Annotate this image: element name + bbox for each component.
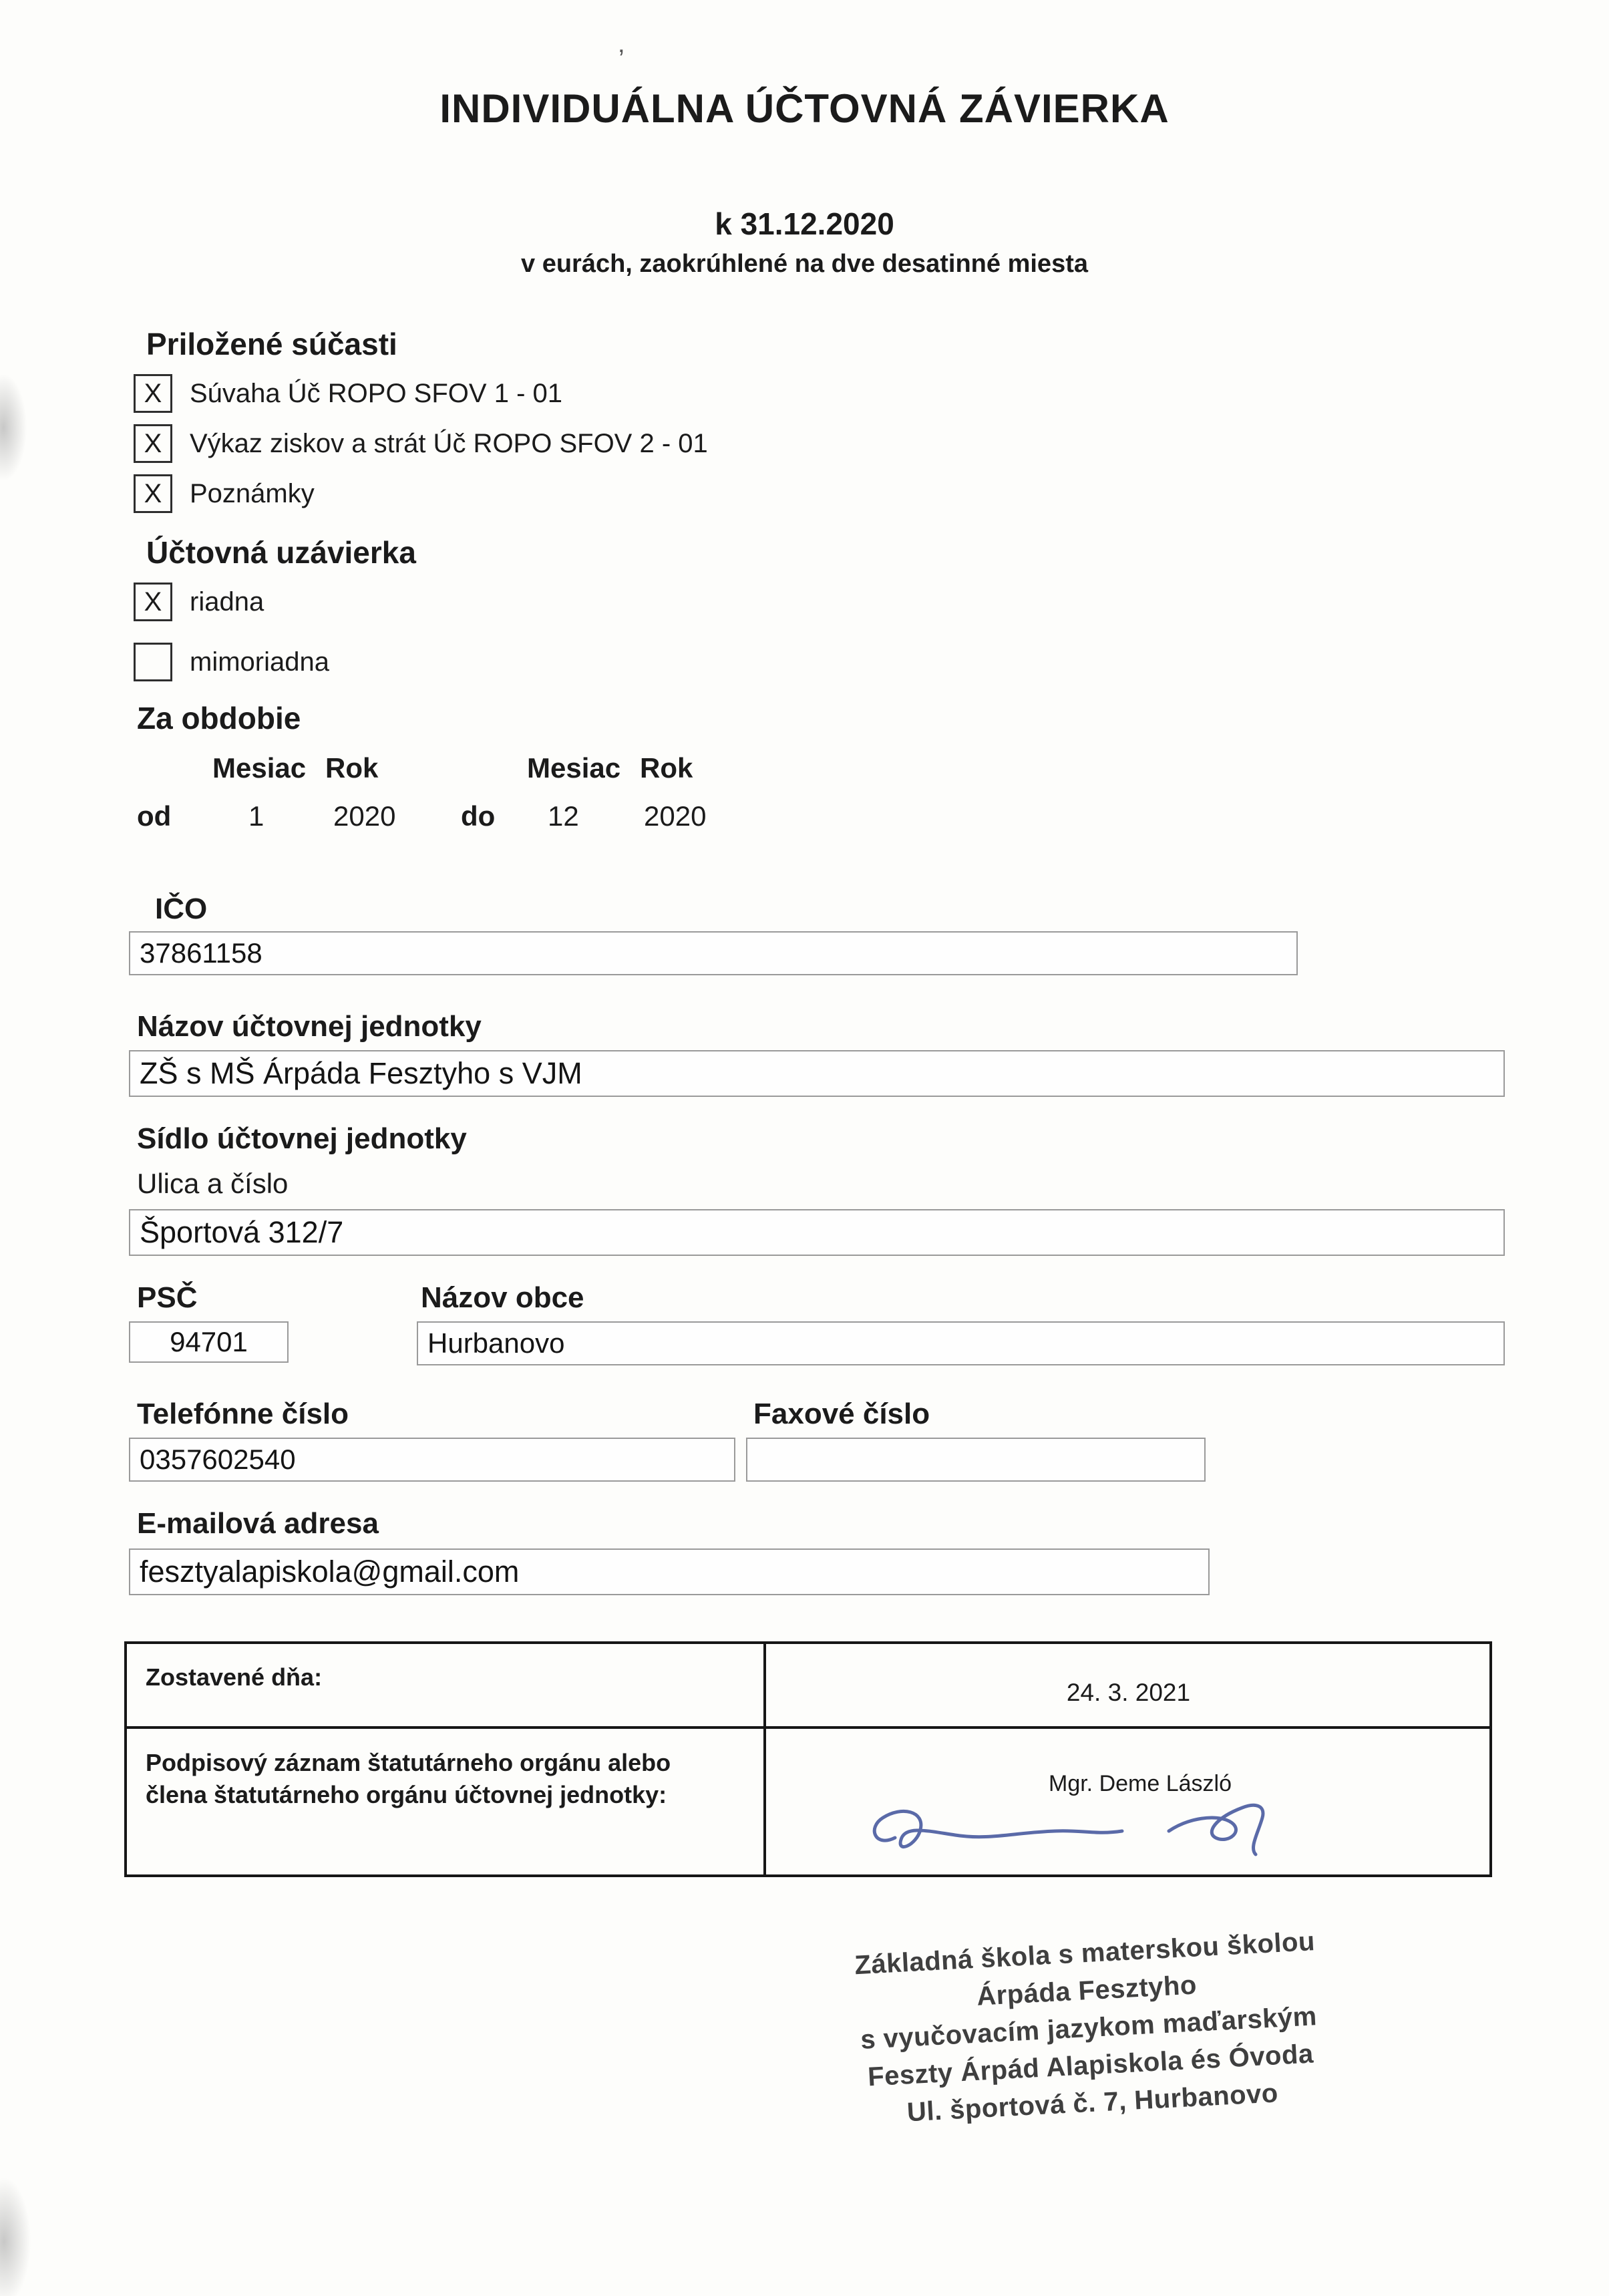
- fax-label: Faxové číslo: [753, 1398, 930, 1430]
- table-divider: [127, 1726, 1489, 1729]
- scan-smudge: [0, 2178, 31, 2296]
- school-stamp: [763, 1918, 1413, 2138]
- signature-label: Podpisový záznam štatutárneho orgánu alebo člena štatutárneho orgánu účtovnej jednotky:: [146, 1749, 671, 1808]
- town-label: Názov obce: [421, 1281, 584, 1314]
- form-title: INDIVIDUÁLNA ÚČTOVNÁ ZÁVIERKA: [439, 86, 1170, 131]
- form-subtitle: v eurách, zaokrúhlené na dve desatinné miesta: [521, 250, 1088, 278]
- phone-label: Telefónne číslo: [137, 1398, 349, 1430]
- period-to-month[interactable]: 12: [548, 800, 579, 832]
- checkbox-mimoriadna[interactable]: [134, 643, 172, 681]
- stamp-line: s vyučovacím jazykom maďarským: [860, 2001, 1318, 2055]
- psc-input[interactable]: 94701: [129, 1321, 289, 1363]
- signatory-name: Mgr. Deme László: [1049, 1771, 1232, 1796]
- checkbox-riadna[interactable]: X: [134, 583, 172, 621]
- scan-smudge: [0, 374, 27, 481]
- stamp-line: Základná škola s materskou školou: [854, 1927, 1316, 1981]
- entity-name-input[interactable]: ZŠ s MŠ Árpáda Fesztyho s VJM: [129, 1050, 1505, 1097]
- stamp-line: Árpáda Fesztyho: [976, 1970, 1198, 2011]
- scan-artifact-mark: ʼ: [618, 45, 624, 75]
- checkbox-mimoriadna-label: mimoriadna: [190, 647, 329, 677]
- checkbox-suvaha-label: Súvaha Úč ROPO SFOV 1 - 01: [190, 378, 562, 408]
- checkbox-riadna-label: riadna: [190, 587, 264, 617]
- seat-heading: Sídlo účtovnej jednotky: [137, 1122, 467, 1155]
- closing-type-heading: Účtovná uzávierka: [146, 535, 416, 570]
- form-date-line: k 31.12.2020: [715, 206, 894, 241]
- checkbox-suvaha[interactable]: X: [134, 374, 172, 413]
- period-year-label-2: Rok: [640, 752, 693, 784]
- period-from-year[interactable]: 2020: [333, 800, 396, 832]
- checkbox-vykaz[interactable]: X: [134, 424, 172, 463]
- street-input[interactable]: Športová 312/7: [129, 1209, 1505, 1256]
- period-from-month[interactable]: 1: [248, 800, 264, 832]
- email-label: E-mailová adresa: [137, 1507, 379, 1540]
- ico-label: IČO: [155, 892, 208, 925]
- phone-input[interactable]: 0357602540: [129, 1438, 735, 1482]
- signature-scribble: [855, 1791, 1363, 1871]
- entity-name-label: Názov účtovnej jednotky: [137, 1010, 482, 1043]
- period-month-label-2: Mesiac: [527, 752, 621, 784]
- psc-label: PSČ: [137, 1281, 198, 1314]
- period-to-year[interactable]: 2020: [644, 800, 707, 832]
- period-to-label: do: [461, 800, 496, 832]
- period-from-label: od: [137, 800, 172, 832]
- checkbox-poznamky-label: Poznámky: [190, 478, 315, 508]
- town-input[interactable]: Hurbanovo: [417, 1321, 1505, 1365]
- email-input[interactable]: fesztyalapiskola@gmail.com: [129, 1548, 1210, 1595]
- signature-table: [124, 1641, 1492, 1877]
- stamp-line: Feszty Árpád Alapiskola és Óvoda: [867, 2039, 1314, 2092]
- period-year-label-1: Rok: [325, 752, 379, 784]
- compiled-date-value[interactable]: 24. 3. 2021: [1066, 1679, 1191, 1706]
- fax-input[interactable]: [746, 1438, 1206, 1482]
- compiled-date-label: Zostavené dňa:: [146, 1663, 323, 1691]
- ico-input[interactable]: 37861158: [129, 931, 1298, 975]
- stamp-line: Ul. športová č. 7, Hurbanovo: [906, 2078, 1279, 2128]
- street-label: Ulica a číslo: [137, 1168, 289, 1199]
- checkbox-poznamky[interactable]: X: [134, 474, 172, 513]
- attachments-heading: Priložené súčasti: [146, 327, 397, 361]
- period-month-label-1: Mesiac: [212, 752, 307, 784]
- period-heading: Za obdobie: [137, 701, 301, 735]
- checkbox-vykaz-label: Výkaz ziskov a strát Úč ROPO SFOV 2 - 01: [190, 428, 708, 458]
